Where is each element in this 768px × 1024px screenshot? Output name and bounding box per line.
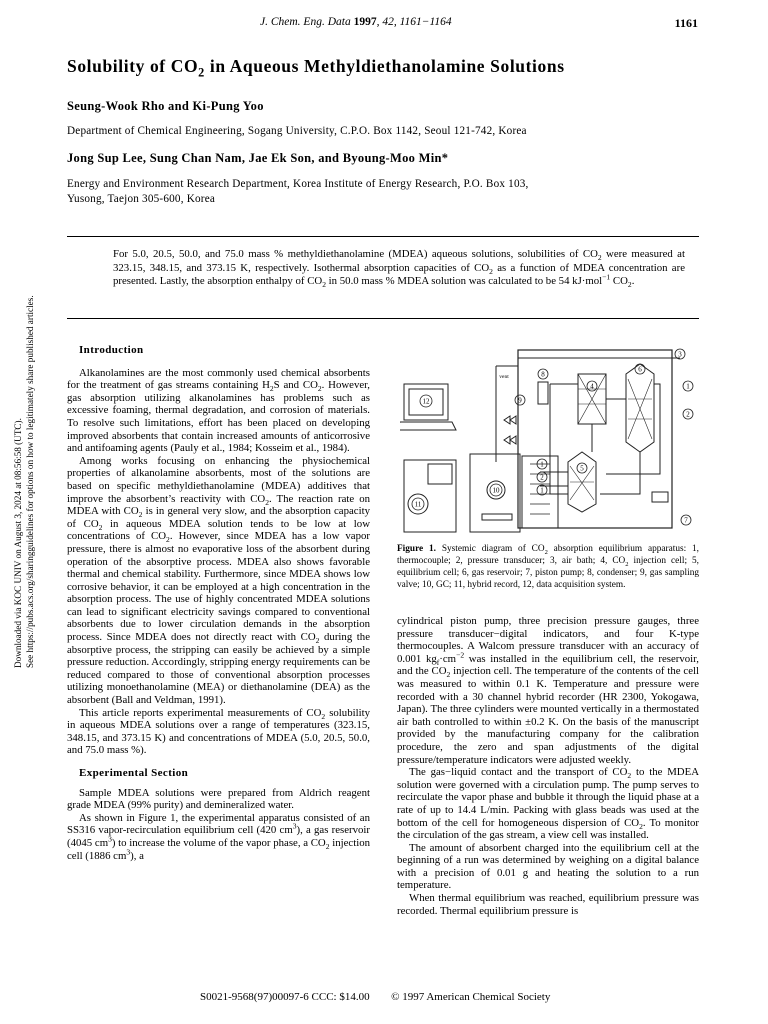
piston-pump: [652, 492, 668, 502]
label-1c: 1: [540, 486, 544, 495]
running-header: J. Chem. Eng. Data 1997, 42, 1161−1164: [260, 16, 452, 28]
section-heading-introduction: Introduction: [79, 344, 144, 356]
figure-1-caption: [397, 543, 699, 591]
figure-1-caption-text: Systemic diagram of $CO_2$ absorption equilibrium apparatus: 1, thermocouple; 2, pressure transducer; 3, air bath; 4, $CO_2$ injection cell; 5, equilibrium cell; 6, gas reservoir; 7, piston pump; 8, condenser; 9, gas sampling valve; 10, GC; 11, hybrid record, 12, data acquisition system.: [397, 544, 699, 590]
label-8: 8: [541, 370, 545, 379]
download-notice: [12, 295, 36, 668]
page-footer: [200, 991, 550, 1003]
intro-paragraph-2: Among works focusing on enhancing the physiochemical properties of alkanolamine absorbents, most of the solutions are based on specific methyldiethanolamine (MDEA) additives that improve the absorbent’s reactivity with $CO_2$. The reaction rate on MDEA with $CO_2$ is in general very slow, and the absorption capacity of $CO_2$ in aqueous MDEA solution tends to be low at low concentrations of $CO_2$. However, since MDEA has a low vapor pressure, there is almost no evaporative loss of the absorbent during operation of the absorptive process. MDEA also shows favorable thermal and chemical stability. Furthermore, since MDEA shows low corrosive behavior, it can be employed at a high concentration in the absorption process. The use of highly concentrated MDEA solutions can lead to significant electricity savings compared to conventional absorbents due to lower circulation demands in the absorption process. Since MDEA does not directly react with $CO_2$ during the absorptive process, the stripping can easily be achieved by a simple pressure reduction. Accordingly, stripping energy requirements can be reduced compared to those of conventional absorption processes utilizing monoethanolamine (MEA) or diethanolamine (DEA) as the absorbent (Ball and Veldman, 1991).: [67, 454, 370, 707]
download-notice-line-1: Downloaded via KOC UNIV on August 3, 2024 at 08:56:58 (UTC).: [13, 418, 23, 668]
callout-circles: [412, 349, 693, 525]
intro-paragraph-3: This article reports experimental measurements of $CO_2$ solubility in aqueous MDEA solutions over a range of temperatures (323.15, 348.15, and 373.15 K) and concentrations of MDEA (5.0, 20.5, 50.0, and 75.0 mass %).: [67, 706, 371, 757]
label-10: 10: [492, 486, 500, 495]
page-number: 1161: [674, 16, 698, 30]
abstract-bottom-rule: [67, 318, 699, 319]
author-group-2: Jong Sup Lee, Sung Chan Nam, Jae Ek Son, and Byoung-Moo Min*: [67, 151, 449, 165]
injection-cell-hatch: [578, 374, 606, 424]
exp-paragraph-1: Sample MDEA solutions were prepared from Aldrich reagent grade MDEA (99% purity) and demineralized water.: [67, 786, 370, 812]
reservoir-hatch: [628, 379, 652, 439]
label-1b: 1: [540, 460, 544, 469]
abstract-top-rule: [67, 236, 699, 237]
label-9: 9: [518, 396, 522, 405]
footer-code: S0021-9568(97)00097-6 CCC: $14.00: [200, 991, 370, 1003]
label-5: 5: [580, 464, 584, 473]
label-11: 11: [414, 500, 422, 509]
gas-reservoir: [626, 364, 654, 452]
recorder-panel: [428, 464, 452, 484]
label-4: 4: [590, 382, 594, 391]
label-vent: vent: [499, 374, 509, 380]
left-column: [67, 344, 370, 862]
affiliation-1: Department of Chemical Engineering, Sogang University, C.P.O. Box 1142, Seoul 121-742, Korea: [67, 125, 527, 137]
affiliation-2-line-2: Yusong, Taejon 305-600, Korea: [67, 193, 216, 205]
author-group-1: Seung-Wook Rho and Ki-Pung Yoo: [67, 99, 264, 113]
journal-name: J. Chem. Eng. Data: [260, 16, 351, 28]
abstract: For 5.0, 20.5, 50.0, and 75.0 mass % methyldiethanolamine (MDEA) aqueous solutions, solubilities of $CO_2$ were measured at 323.15, 348.15, and 373.15 K, respectively. Isothermal absorption capacities of $CO_2$ as a function of MDEA concentration are presented. Lastly, the absorption enthalpy of $CO_2$ in 50.0 mass % MDEA solution was calculated to be 54 kJ·mol$^{-1}$ $CO_2$.: [113, 248, 685, 290]
label-2b: 2: [540, 473, 544, 482]
right-paragraph-3: The amount of absorbent charged into the equilibrium cell at the beginning of a run was determined by weighing on a digital balance with a precision of 0.01 g and heating the solution to a run temperature.: [397, 841, 699, 892]
journal-year: 1997: [353, 16, 377, 28]
footer-copyright: © 1997 American Chemical Society: [391, 991, 551, 1003]
journal-volume: 42: [382, 16, 394, 28]
section-heading-experimental: Experimental Section: [79, 767, 189, 779]
exp-paragraph-2: As shown in Figure 1, the experimental apparatus consisted of an SS316 vapor-recirculation equilibrium cell (420 $cm^3$), a gas reservoir (4045 $cm^3$) to increase the volume of the vapor phase, a $CO_2$ injection cell (1886 $cm^3$), a: [67, 811, 370, 862]
valve-1: [504, 416, 516, 424]
download-notice-line-2: See https://pubs.acs.org/sharingguidelines for options on how to legitimately share published articles.: [25, 295, 35, 668]
intro-paragraph-1: Alkanolamines are the most commonly used chemical absorbents for the treatment of gas streams containing $H_2S$ and $CO_2$. However, gas absorption utilizing alkanolamines has problems such as excessive foaming, thermal degradation, and corrosion of materials. To resolve such limitations, effort has been placed on developing improved absorbents that contain increased amounts of anticorrosive and antifoaming agents (Pauly et al., 1984; Kosseim et al., 1984).: [67, 366, 370, 455]
pipe-network-left: [540, 384, 578, 494]
gc-slot: [482, 514, 512, 520]
right-column: [397, 615, 699, 917]
figure-1-label: Figure 1.: [397, 544, 436, 554]
label-12: 12: [422, 397, 430, 406]
affiliation-2: [67, 177, 529, 207]
affiliation-2-line-1: Energy and Environment Research Department, Korea Institute of Energy Research, P.O. Box 103,: [67, 178, 529, 190]
label-1a: 1: [686, 382, 690, 391]
valve-2: [504, 436, 516, 444]
right-paragraph-2: The gas−liquid contact and the transport of $CO_2$ to the MDEA solution were governed with a circulation pump. The pump serves to recirculate the vapor phase and bubble it through the liquid phase at a rate of up to 14.4 L/min. Packing with glass beads was used at the bottom of the cell for homogeneous dispersion of $CO_2$. To monitor the circulation of the gas stream, a view cell was installed.: [397, 766, 699, 842]
label-3: 3: [678, 350, 682, 359]
figure-1-apparatus-diagram: [400, 344, 700, 540]
condenser: [538, 382, 548, 404]
label-6: 6: [638, 365, 642, 374]
right-paragraph-4: When thermal equilibrium was reached, equilibrium pressure was recorded. Thermal equilibrium pressure is: [397, 892, 699, 917]
label-7: 7: [684, 516, 688, 525]
computer-keyboard: [400, 422, 456, 430]
label-2a: 2: [686, 410, 690, 419]
journal-pages: 1161−1164: [399, 16, 452, 28]
article-title: Solubility of $CO_2$ in Aqueous Methyldiethanolamine Solutions: [67, 56, 565, 80]
right-paragraph-1: cylindrical piston pump, three precision pressure gauges, three pressure transducer−digital indicators, and four K-type thermocouples. A Walcom pressure transducer with an accuracy of 0.001 $kg_f\cdot cm^{-2}$ was installed in the equilibrium cell, the reservoir, and the $CO_2$ injection cell. The temperature of the contents of the cell was measured to within 0.1 K. Temperature and pressure were recorded with a 30 channel hybrid recorder (HR 2300, Yokogawa, Japan). The three cylinders were mounted vertically in a thermostated air bath controlled to within ±0.2 K. On the basis of the manuscript provided by the manufacturing company for the calibration procedure, the zero and span adjustments of the digital pressure/temperature indicators were adjusted weekly.: [397, 615, 700, 766]
